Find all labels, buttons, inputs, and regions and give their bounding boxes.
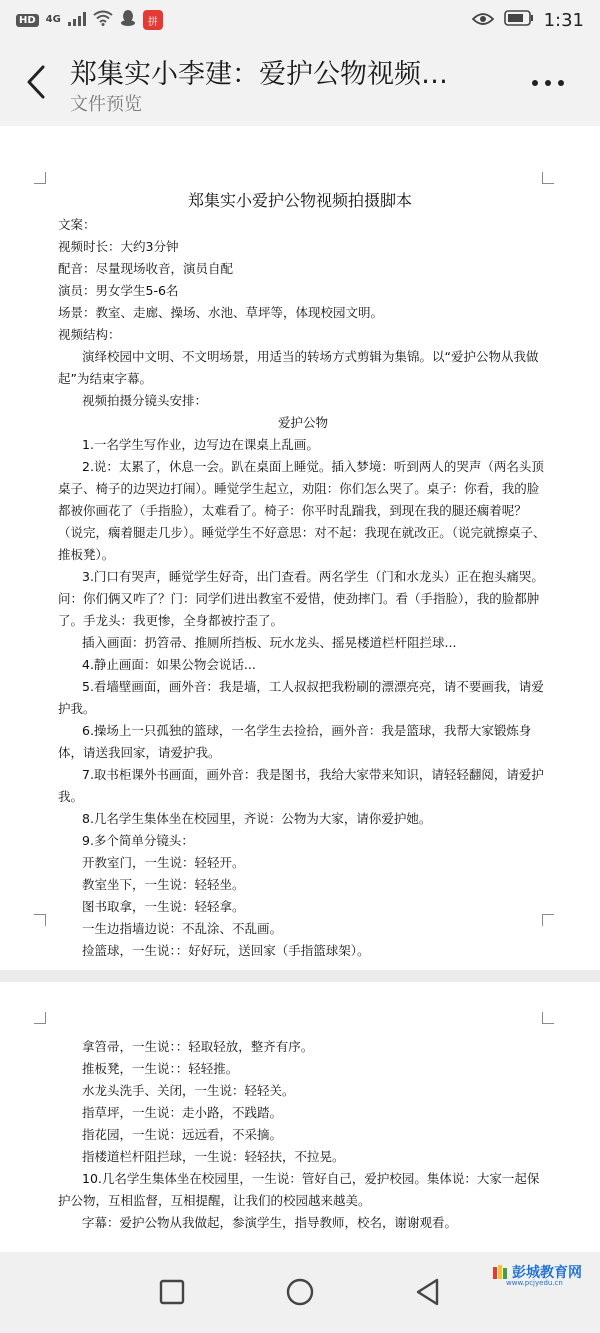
doc-line: 指草坪，一生说：走小路，不践踏。 [82, 1105, 283, 1120]
doc-line: 视频结构： [58, 327, 121, 342]
doc-line: 拿笤帚，一生说：：轻取轻放，整齐有序。 [82, 1039, 314, 1054]
doc-line: 视频拍摄分镜头安排： [82, 393, 208, 408]
document-body-1 [58, 214, 548, 962]
recent-apps-button[interactable] [148, 1270, 196, 1314]
doc-line: 4.静止画面：如果公物会说话... [82, 657, 256, 672]
doc-line: 2.说：太累了，休息一会。趴在桌面上睡觉。插入梦境：听到两人的哭声（两名头顶桌子、椅子的边哭边打闹）。睡觉学生起立，劝阻：你们怎么哭了。桌子：你看，我的脸都被你画花了（手指脸），太难看了。椅子：你平时乱踹我，到现在我的腿还瘸着呢？（说完，瘸着腿走几步）。睡觉学生不好意思：对不起：我现在就改正。（说完就擦桌子、推板凳）。 [58, 459, 546, 562]
more-options-icon [531, 79, 565, 87]
document-title: 郑集实小爱护公物视频拍摄脚本 [187, 191, 412, 210]
doc-line: 6.操场上一只孤独的篮球，一名学生去捡拾，画外音：我是篮球，我帮大家锻炼身体，请送我回家，请爱护我。 [58, 723, 532, 760]
crop-mark [34, 1012, 46, 1024]
qq-icon [120, 9, 136, 31]
doc-line: 9.多个简单分镜头： [82, 833, 194, 848]
doc-line: 开教室门，一生说：轻轻开。 [82, 855, 245, 870]
back-arrow-icon [25, 64, 47, 100]
crop-mark [542, 1012, 554, 1024]
battery-icon [504, 10, 534, 30]
doc-line: 水龙头洗手、关闭，一生说：轻轻关。 [82, 1083, 295, 1098]
books-icon [492, 1264, 508, 1280]
wifi-icon [93, 10, 113, 30]
home-button[interactable] [276, 1270, 324, 1314]
doc-line: 教室坐下，一生说：轻轻坐。 [82, 877, 245, 892]
pinduoduo-icon: 拼 [143, 10, 163, 30]
app-header [0, 40, 600, 126]
doc-line: 5.看墙壁画面，画外音：我是墙，工人叔叔把我粉刷的漂漂亮亮，请不要画我，请爱护我。 [58, 679, 544, 716]
document-page-2 [0, 982, 600, 1252]
doc-line: 1.一名学生写作业，边写边在课桌上乱画。 [82, 437, 319, 452]
doc-line: 指花园，一生说：远远看，不采摘。 [82, 1127, 283, 1142]
doc-line: 图书取拿，一生说：轻轻拿。 [82, 899, 245, 914]
back-button[interactable] [18, 60, 54, 104]
watermark-url: www.pcjyedu.cn [506, 1279, 563, 1287]
section-heading: 爱护公物 [277, 415, 328, 430]
back-icon [415, 1278, 441, 1306]
recent-apps-icon [159, 1279, 185, 1305]
home-icon [286, 1278, 314, 1306]
watermark-text: 彭城教育网 [512, 1265, 582, 1281]
signal-icon [68, 11, 86, 30]
document-page-1 [0, 126, 600, 970]
doc-line: 8.几名学生集体坐在校园里，齐说：公物为大家，请你爱护她。 [82, 811, 432, 826]
doc-line: 捡篮球，一生说：：好好玩，送回家（手指篮球架）。 [82, 943, 370, 958]
doc-line: 3.门口有哭声，睡觉学生好奇，出门查看。两名学生（门和水龙头）正在抱头痛哭。问：你们俩又咋了？门：同学们进出教室不爱惜，使劲摔门。看（手指脸），我的脸都肿了。手龙头：我更惨，全身都被拧歪了。 [58, 569, 544, 628]
crop-mark [34, 172, 46, 184]
status-left [16, 9, 163, 31]
doc-line: 字幕：爱护公物从我做起，参演学生，指导教师，校名，谢谢观看。 [82, 1215, 458, 1230]
doc-line: 10.几名学生集体坐在校园里，一生说：管好自己，爱护校园。集体说：大家一起保护公物，互相监督，互相提醒，让我们的校园越来越美。 [58, 1171, 540, 1208]
status-right [472, 10, 584, 31]
crop-mark [542, 172, 554, 184]
doc-line: 文案： [58, 217, 96, 232]
crop-mark [34, 914, 46, 926]
document-body-2 [58, 1036, 548, 1234]
doc-line: 演绎校园中文明、不文明场景，用适当的转场方式剪辑为集锦。以“爱护公物从我做起”为结束字幕。 [58, 349, 539, 386]
nav-back-button[interactable] [404, 1270, 452, 1314]
more-options-button[interactable] [528, 68, 568, 98]
doc-line: 插入画面：扔笤帚、推厕所挡板、玩水龙头、摇晃楼道栏杆阻拦球... [82, 635, 457, 650]
clock: 1:31 [543, 9, 584, 31]
doc-line: 指楼道栏杆阻拦球，一生说：轻轻扶，不拉晃。 [82, 1149, 345, 1164]
hd-badge: HD [16, 14, 39, 27]
doc-line: 一生边指墙边说：不乱涂、不乱画。 [82, 921, 283, 936]
doc-line: 推板凳，一生说：：轻轻推。 [82, 1061, 239, 1076]
network-type: 4G [45, 14, 61, 25]
eye-icon [472, 11, 494, 30]
doc-line: 配音：尽量现场收音，演员自配 [58, 261, 234, 276]
page-subtitle: 文件预览 [70, 94, 142, 115]
page-title: 郑集实小李建：爱护公物视频… [70, 59, 448, 90]
doc-line: 7.取书柜课外书画面，画外音：我是图书，我给大家带来知识，请轻轻翻阅，请爱护我。 [58, 767, 544, 804]
doc-line: 演员：男女学生5-6名 [58, 283, 179, 298]
status-bar [0, 0, 600, 40]
doc-line: 视频时长：大约3分钟 [58, 239, 179, 254]
watermark-logo [492, 1262, 582, 1287]
doc-line: 场景：教室、走廊、操场、水池、草坪等，体现校园文明。 [58, 305, 384, 320]
